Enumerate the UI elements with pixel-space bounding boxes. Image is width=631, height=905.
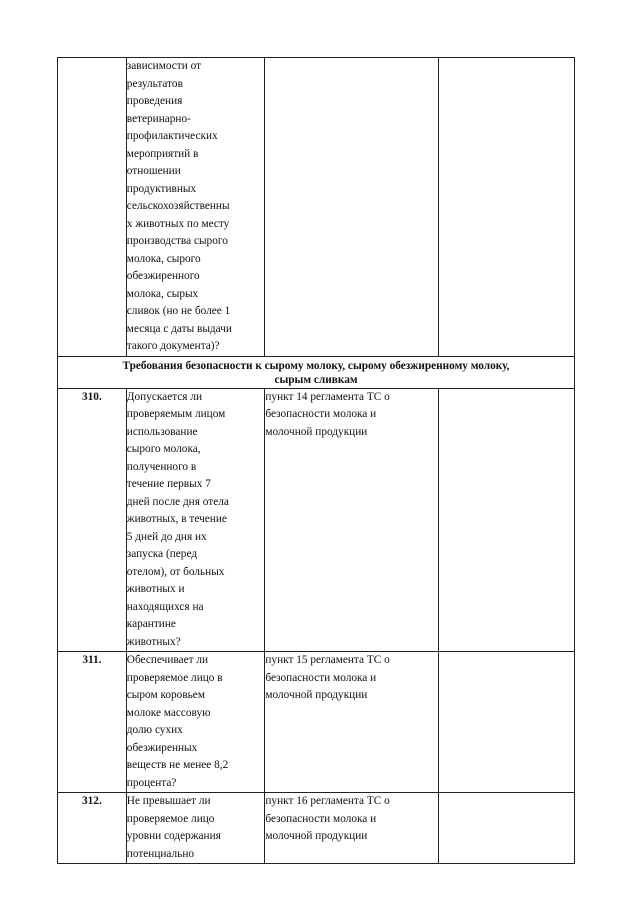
cell-note — [439, 388, 575, 652]
cell-question: Допускается ли проверяемым лицом использование сырого молока, полученного в течение первых 7 дней после дня отела животных, в течение 5 дней до дня их запуска (перед отелом), от больных животных и находящихся на карантине животных? — [126, 388, 265, 652]
cell-question: Не превышает ли проверяемое лицо уровни содержания потенциально — [126, 793, 265, 864]
table-row — [58, 388, 575, 652]
table-row — [58, 652, 575, 793]
cell-question: зависимости от результатов проведения ветеринарно- профилактических мероприятий в отношении продуктивных сельскохозяйственны х животных по месту производства сырого молока, сырого обезжиренного молока, сырых сливок (но не более 1 месяца с даты выдачи такого документа)? — [126, 58, 265, 357]
table-row — [58, 793, 575, 864]
cell-note — [439, 58, 575, 357]
section-header: Требования безопасности к сырому молоку, сырому обезжиренному молоку, сырым сливкам — [58, 356, 575, 388]
table-row-continuation — [58, 58, 575, 357]
cell-number: 312. — [58, 793, 127, 864]
cell-number — [58, 58, 127, 357]
cell-question: Обеспечивает ли проверяемое лицо в сыром коровьем молоке массовую долю сухих обезжиренных веществ не менее 8,2 процента? — [126, 652, 265, 793]
cell-reference: пункт 16 регламента ТС о безопасности молока и молочной продукции — [265, 793, 439, 864]
cell-number: 310. — [58, 388, 127, 652]
requirements-table — [57, 57, 575, 864]
cell-number: 311. — [58, 652, 127, 793]
cell-note — [439, 652, 575, 793]
cell-reference: пункт 15 регламента ТС о безопасности молока и молочной продукции — [265, 652, 439, 793]
cell-reference: пункт 14 регламента ТС о безопасности молока и молочной продукции — [265, 388, 439, 652]
cell-reference — [265, 58, 439, 357]
cell-note — [439, 793, 575, 864]
table-row-section — [58, 356, 575, 388]
